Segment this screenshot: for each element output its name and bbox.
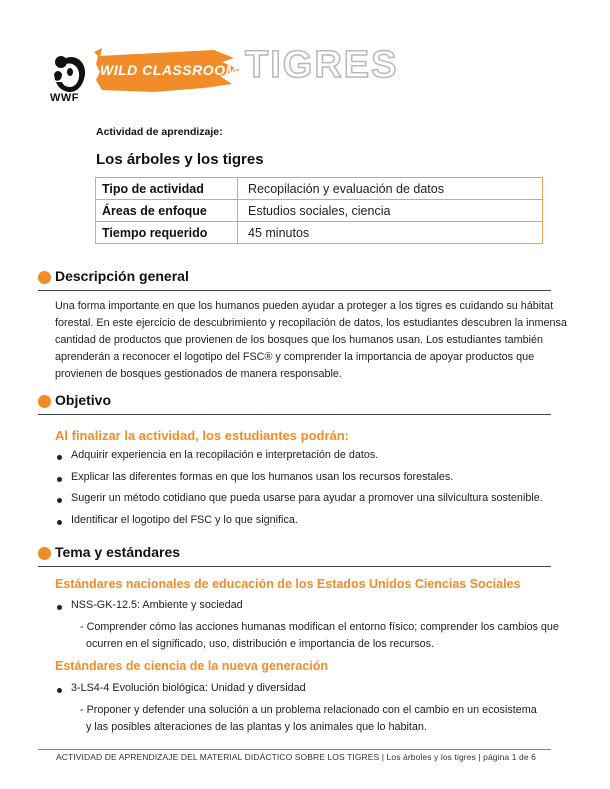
standard-detail-line: - Comprender cómo las acciones humanas modifican el entorno físico; comprender los cambios que — [80, 621, 559, 633]
table-row — [96, 178, 543, 200]
paragraph-line: provienen de bosques gestionados de manera responsable. — [55, 368, 342, 380]
bullet-icon — [57, 688, 62, 693]
bullet-circle-icon — [38, 547, 51, 560]
standard-detail-line: ocurren en el significado, uso, distribución e importancia de los recursos. — [86, 638, 435, 650]
section-header-overview — [38, 268, 551, 291]
table-row — [96, 200, 543, 222]
standard-item: 3-LS4-4 Evolución biológica: Unidad y diversidad — [71, 682, 306, 694]
detail-label: Áreas de enfoque — [96, 200, 238, 222]
section-header-standards — [38, 544, 551, 567]
standards-group-title: Estándares nacionales de educación de los Estados Unidos Ciencias Sociales — [55, 577, 521, 591]
section-title: Tema y estándares — [55, 544, 181, 560]
detail-value: Estudios sociales, ciencia — [238, 200, 543, 222]
paragraph-line: forestal. En este ejercicio de descubrimiento y recopilación de datos, los estudiantes descubren la inmensa — [55, 317, 567, 329]
table-row — [96, 222, 543, 244]
bullet-icon — [57, 498, 62, 503]
wwf-wordmark: WWF — [50, 92, 79, 104]
bullet-icon — [57, 605, 62, 610]
list-item: Sugerir un método cotidiano que pueda usarse para ayudar a promover una silvicultura sostenible. — [71, 492, 543, 504]
activity-title: Los árboles y los tigres — [96, 151, 264, 168]
activity-kicker: Actividad de aprendizaje: — [96, 126, 223, 138]
section-title: Objetivo — [55, 392, 112, 408]
brand-wordmark: WILD CLASSROOM — [100, 62, 238, 78]
bullet-icon — [57, 455, 62, 460]
activity-details-table — [95, 177, 543, 244]
paragraph-line: Una forma importante en que los humanos pueden ayudar a proteger a los tigres es cuidando su hábitat — [55, 300, 554, 312]
objective-subheading: Al finalizar la actividad, los estudiantes podrán: — [55, 428, 350, 443]
section-title: Descripción general — [55, 268, 189, 284]
detail-value: Recopilación y evaluación de datos — [238, 178, 543, 200]
standard-detail-line: - Proponer y defender una solución a un problema relacionado con el cambio en un ecosistema — [80, 704, 537, 716]
paragraph-line: aprenderán a reconocer el logotipo del FSC® y comprender la importancia de apoyar productos que — [55, 351, 535, 363]
detail-label: Tipo de actividad — [96, 178, 238, 200]
list-item: Explicar las diferentes formas en que los humanos usan los recursos forestales. — [71, 471, 454, 483]
page-title: TIGRES — [245, 44, 399, 86]
standards-group-title: Estándares de ciencia de la nueva generación — [55, 659, 329, 673]
detail-value: 45 minutos — [238, 222, 543, 244]
overview-paragraph — [55, 298, 567, 383]
bullet-circle-icon — [38, 271, 51, 284]
bullet-icon — [57, 520, 62, 525]
bullet-circle-icon — [38, 395, 51, 408]
list-item: Identificar el logotipo del FSC y lo que significa. — [71, 514, 298, 526]
standard-detail-line: y las posibles alteraciones de las plantas y los animales que lo habitan. — [86, 721, 427, 733]
wwf-logo — [50, 52, 90, 104]
standard-item: NSS-GK-12.5: Ambiente y sociedad — [71, 599, 243, 611]
section-header-objective — [38, 392, 551, 415]
footer-divider — [38, 749, 551, 750]
page-footer: ACTIVIDAD DE APRENDIZAJE DEL MATERIAL DIDÁCTICO SOBRE LOS TIGRES | Los árboles y los tigres | página 1 de 6 — [56, 752, 536, 762]
paragraph-line: cantidad de productos que provienen de los bosques que los humanos usan. Los estudiantes también — [55, 334, 543, 346]
list-item: Adquirir experiencia en la recopilación e interpretación de datos. — [71, 449, 379, 461]
detail-label: Tiempo requerido — [96, 222, 238, 244]
bullet-icon — [57, 477, 62, 482]
